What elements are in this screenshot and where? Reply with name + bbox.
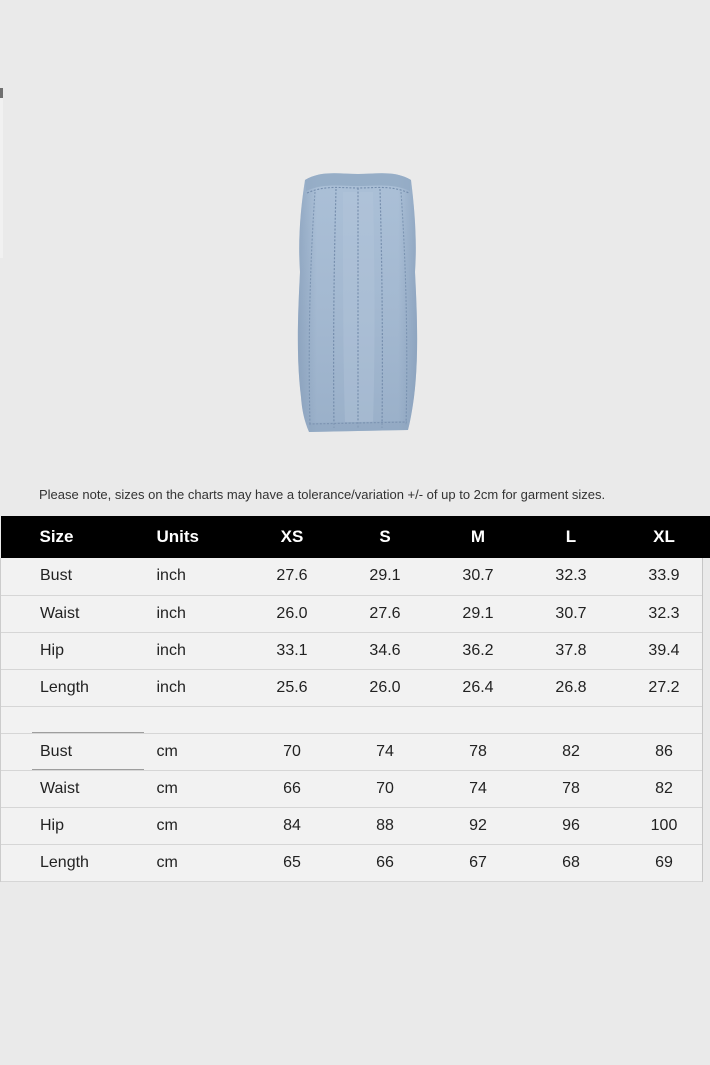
value-cell: 82 xyxy=(562,742,580,760)
tolerance-note: Please note, sizes on the charts may have a tolerance/variation +/- of up to 2cm for garment sizes. xyxy=(39,487,606,502)
value-cell: 74 xyxy=(469,779,487,797)
value-cell: 65 xyxy=(283,853,301,871)
value-cell: 33.9 xyxy=(648,567,680,585)
value-cell: 26.0 xyxy=(276,604,308,622)
row-label-cell: Length xyxy=(1,844,118,881)
value-cell: 78 xyxy=(562,779,580,797)
size-chart-header xyxy=(1,516,710,558)
header-cell-m: M xyxy=(470,527,486,546)
value-cell: 29.1 xyxy=(462,604,494,622)
table-right-margin xyxy=(702,558,710,882)
units-cell: cm xyxy=(156,742,178,760)
value-cell: 32.3 xyxy=(648,604,680,622)
value-cell: 100 xyxy=(650,816,678,834)
value-cell: 69 xyxy=(655,853,673,871)
value-cell: 66 xyxy=(376,853,394,871)
size-chart xyxy=(0,516,710,882)
row-label-cell: Hip xyxy=(1,632,118,669)
separator-segment xyxy=(32,769,144,770)
spacer-cell xyxy=(1,706,710,733)
units-cell: inch xyxy=(156,678,186,696)
value-cell: 32.3 xyxy=(555,567,587,585)
units-cell: inch xyxy=(156,604,186,622)
value-cell: 67 xyxy=(469,853,487,871)
header-cell-l: L xyxy=(565,527,577,546)
header-cell-xs: XS xyxy=(280,527,304,546)
value-cell: 82 xyxy=(655,779,673,797)
value-cell: 37.8 xyxy=(555,641,587,659)
value-cell: 92 xyxy=(469,816,487,834)
size-chart-body xyxy=(1,558,710,881)
value-cell: 26.8 xyxy=(555,678,587,696)
separator-segment xyxy=(32,732,144,733)
value-cell: 39.4 xyxy=(648,641,680,659)
units-cell: cm xyxy=(156,853,178,871)
value-cell: 88 xyxy=(376,816,394,834)
size-row xyxy=(1,558,710,595)
value-cell: 70 xyxy=(283,742,301,760)
row-label-cell: Bust xyxy=(1,733,118,770)
header-cell-units: Units xyxy=(156,527,199,546)
size-row xyxy=(1,669,710,706)
size-row xyxy=(1,595,710,632)
size-row xyxy=(1,770,710,807)
units-cell: cm xyxy=(156,779,178,797)
size-row xyxy=(1,733,710,770)
header-cell-xl: XL xyxy=(653,527,675,546)
value-cell: 96 xyxy=(562,816,580,834)
spacer-row xyxy=(1,706,710,733)
value-cell: 34.6 xyxy=(369,641,401,659)
value-cell: 33.1 xyxy=(276,641,308,659)
value-cell: 29.1 xyxy=(369,567,401,585)
value-cell: 70 xyxy=(376,779,394,797)
row-label-cell: Hip xyxy=(1,807,118,844)
value-cell: 27.6 xyxy=(369,604,401,622)
units-cell: inch xyxy=(156,641,186,659)
units-cell: cm xyxy=(156,816,178,834)
row-label-cell: Bust xyxy=(1,558,118,595)
value-cell: 78 xyxy=(469,742,487,760)
units-cell: inch xyxy=(156,567,186,585)
value-cell: 30.7 xyxy=(462,567,494,585)
row-label-cell: Waist xyxy=(1,770,118,807)
size-row xyxy=(1,844,710,881)
value-cell: 74 xyxy=(376,742,394,760)
header-cell-size: Size xyxy=(39,527,74,546)
header-cell-s: S xyxy=(379,527,391,546)
denim-dress-image xyxy=(293,162,423,436)
value-cell: 26.0 xyxy=(369,678,401,696)
size-row xyxy=(1,632,710,669)
value-cell: 66 xyxy=(283,779,301,797)
value-cell: 30.7 xyxy=(555,604,587,622)
value-cell: 84 xyxy=(283,816,301,834)
value-cell: 68 xyxy=(562,853,580,871)
value-cell: 36.2 xyxy=(462,641,494,659)
product-image-area xyxy=(0,0,710,470)
value-cell: 86 xyxy=(655,742,673,760)
value-cell: 26.4 xyxy=(462,678,494,696)
row-label-cell: Length xyxy=(1,669,118,706)
value-cell: 27.2 xyxy=(648,678,680,696)
row-label-cell: Waist xyxy=(1,595,118,632)
value-cell: 27.6 xyxy=(276,567,308,585)
size-chart-table xyxy=(0,516,710,882)
value-cell: 25.6 xyxy=(276,678,308,696)
size-row xyxy=(1,807,710,844)
